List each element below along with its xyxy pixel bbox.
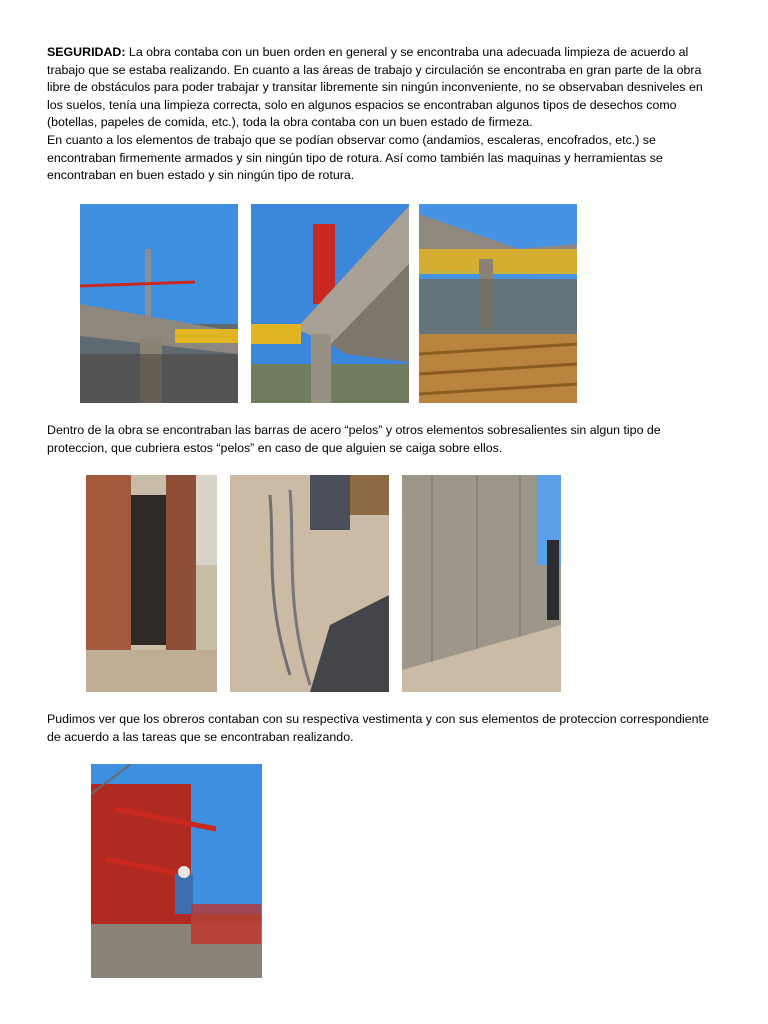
paragraph-vestimenta: [47, 711, 717, 746]
seguridad-text: La obra contaba con un buen orden en general y se encontraba una adecuada limpieza de acuerdo al trabajo que se estaba realizando. En cuanto a las áreas de trabajo y circulación se encontraba en gran parte de la obra libre de obstáculos para poder trabajar y transitar libremente sin ningún inconveniente, no se observaban desniveles en los suelos, tenía una limpieza correcta, solo en algunos espacios se encontraban algunos tipos de desechos como (botellas, papeles de comida, etc.), toda la obra contaba con un buen estado de firmeza.: [47, 45, 703, 130]
vestimenta-text: Pudimos ver que los obreros contaban con su respectiva vestimenta y con sus elementos de proteccion correspondiente de acuerdo a las tareas que se encontraban realizando.: [47, 712, 709, 744]
heading-seguridad: SEGURIDAD:: [47, 45, 126, 59]
photo-brick-wall: [86, 475, 217, 692]
pelos-text: Dentro de la obra se encontraban las barras de acero “pelos” y otros elementos sobresalientes sin algun tipo de proteccion, que cubriera estos “pelos” en caso de que alguien se caiga sobre ellos.: [47, 423, 661, 455]
photo-concrete-wall: [402, 475, 561, 692]
paragraph-seguridad: [47, 44, 717, 185]
paragraph-pelos: [47, 422, 717, 457]
photo-steel-bars: [230, 475, 389, 692]
photo-formwork-deck: [419, 204, 577, 403]
photo-formwork-column: [251, 204, 409, 403]
seguridad-text-2: En cuanto a los elementos de trabajo que se podían observar como (andamios, escaleras, encofrados, etc.) se encontraban firmemente armados y sin ningún tipo de rotura. Así como también las maquinas y herramientas se encontraban en buen estado y sin ningún tipo de rotura.: [47, 132, 663, 183]
photo-workers-formwork: [91, 764, 262, 978]
photo-crane-slab: [80, 204, 238, 403]
